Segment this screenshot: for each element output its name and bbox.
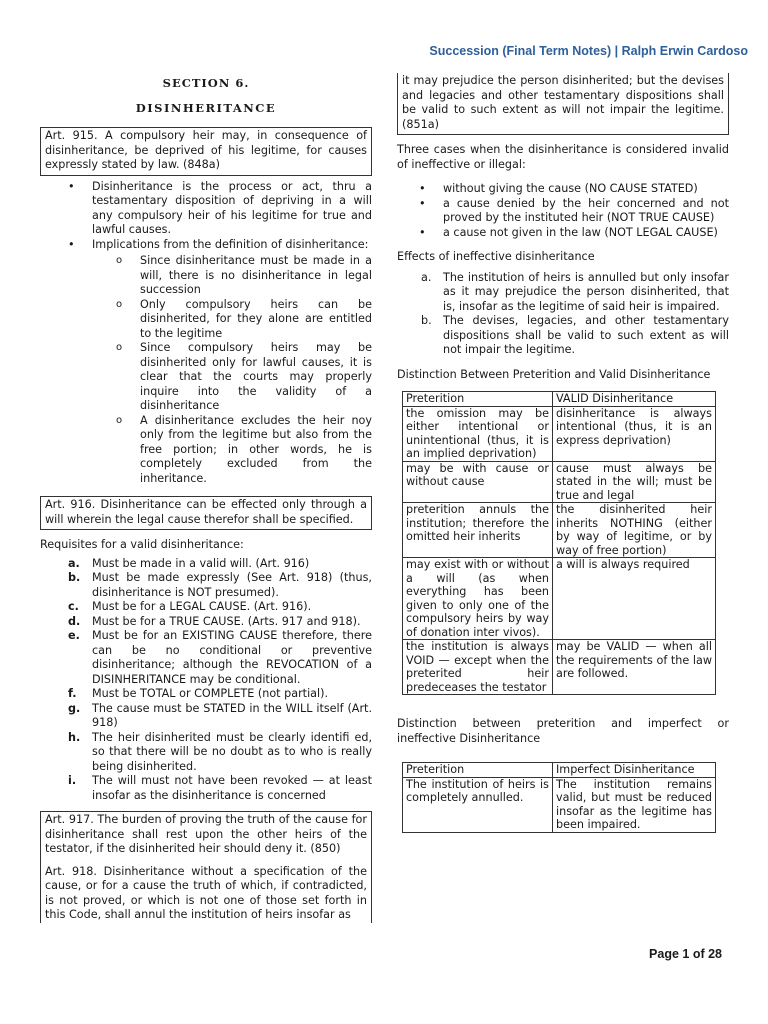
table-cell: may exist with or without a will (as when everything has been given to only one of the compulsory heirs by way of donation inter vivos). xyxy=(403,558,553,640)
implication-item: o Only compulsory heirs can be disinherited, for they alone are entitled to the legitime xyxy=(140,298,372,342)
article-918-text: Art. 918. Disinheritance without a specification of the cause, or for a cause the truth of which, if contradicted, is not proved, or which is not one of those set forth in this Code, shall annul the institution of heirs insofar as xyxy=(45,864,367,921)
table-cell: cause must always be stated in the will; must be true and legal xyxy=(553,461,716,503)
implications-list xyxy=(92,254,372,486)
effect-item xyxy=(421,314,729,358)
requisite-marker: i. xyxy=(68,774,77,787)
table-cell: The institution remains valid, but must be reduced insofar as the legitime has been impaired. xyxy=(553,777,716,832)
implication-item: o A disinheritance excludes the heir noy only from the legitime but also from the free portion; in other words, he is completely excluded from the inheritance. xyxy=(140,414,372,487)
preterition-vs-imperfect-table xyxy=(402,762,716,833)
requisite-item xyxy=(68,556,372,572)
table-row xyxy=(403,640,716,695)
table1-title: Distinction Between Preterition and Valid Disinheritance xyxy=(397,367,711,381)
table-row xyxy=(403,406,716,461)
right-column xyxy=(397,73,729,833)
requisite-item xyxy=(68,600,372,615)
left-column xyxy=(40,72,372,923)
requisite-marker: b. xyxy=(68,571,81,584)
bullet-implications xyxy=(92,238,372,487)
requisite-item xyxy=(68,774,372,803)
requisite-marker: e. xyxy=(68,629,80,642)
table-cell: a will is always required xyxy=(553,558,716,640)
requisite-item xyxy=(68,571,372,600)
requisite-text: The heir disinherited must be clearly identifi ed, so that there will be no doubt as to who is really being disinherited. xyxy=(92,730,372,773)
requisite-item xyxy=(68,730,372,775)
article-918-continued-text: it may prejudice the person disinherited; but the devises and legacies and other testamentary dispositions shall be valid to such extent as will not impair the legitime. (851a) xyxy=(402,74,724,131)
table-header-cell: Imperfect Disinheritance xyxy=(553,763,716,778)
preterition-vs-valid-table xyxy=(402,391,716,695)
effect-text: The devises, legacies, and other testamentary dispositions shall be valid to such extent as will not impair the legitime. xyxy=(443,314,729,356)
table-header-row xyxy=(403,392,716,407)
requisite-marker: a. xyxy=(68,556,80,570)
requisite-text: Must be for a TRUE CAUSE. (Arts. 917 and 918). xyxy=(92,614,361,628)
table-cell: preterition annuls the institution; therefore the omitted heir inherits xyxy=(403,503,553,558)
table-header-cell: VALID Disinheritance xyxy=(553,392,716,407)
table-cell: the omission may be either intentional or unintentional (thus, it is an implied deprivation) xyxy=(403,406,553,461)
section-subtitle: DISINHERITANCE xyxy=(135,100,277,115)
implication-item: o Since disinheritance must be made in a will, there is no disinheritance in legal succession xyxy=(140,254,372,298)
table-header-cell: Preterition xyxy=(403,392,553,407)
requisite-item xyxy=(68,701,372,731)
table-cell: the disinherited heir inherits NOTHING (either by way of legitime, or by way of free portion) xyxy=(553,503,716,558)
bullet-definition: • Disinheritance is the process or act, thru a testamentary disposition of depriving in a will any compulsory heir of his legitime for true and lawful causes. xyxy=(92,180,372,238)
definition-bullets xyxy=(40,180,372,487)
requisite-marker: c. xyxy=(68,600,79,613)
requisite-marker: h. xyxy=(68,730,81,744)
requisites-list xyxy=(40,557,372,804)
article-918-continued-box xyxy=(397,73,729,135)
requisite-text: Must be made in a valid will. (Art. 916) xyxy=(92,556,310,570)
article-916-box xyxy=(40,496,372,530)
requisite-text: Must be for an EXISTING CAUSE therefore, there can be no conditional or preventive disinheritance; although the REVOCATION of a DISINHERITANCE may be conditional. xyxy=(92,629,372,686)
effects-title: Effects of ineffective disinheritance xyxy=(397,250,595,263)
requisite-text: Must be TOTAL or COMPLETE (not partial). xyxy=(92,687,329,700)
requisite-item xyxy=(68,629,372,687)
effect-item xyxy=(421,270,729,315)
requisite-text: Must be for a LEGAL CAUSE. (Art. 916). xyxy=(92,600,312,613)
requisite-text: Must be made expressly (See Art. 918) (thus, disinheritance is NOT presumed). xyxy=(92,571,372,599)
section-title: SECTION 6. xyxy=(162,76,250,90)
implication-item: o Since compulsory heirs may be disinherited only for lawful causes, it is clear that the courts may properly inquire into the validity of a disinheritance xyxy=(140,341,372,414)
document-header: Succession (Final Term Notes) | Ralph Erwin Cardoso xyxy=(429,44,748,58)
article-916-text: Art. 916. Disinheritance can be effected only through a will wherein the legal cause therefor shall be specified. xyxy=(45,498,367,526)
requisite-text: The will must not have been revoked — at least insofar as the disinheritance is concerned xyxy=(92,774,372,802)
table-cell: disinheritance is always intentional (thus, it is an express deprivation) xyxy=(553,406,716,461)
table-cell: may be VALID — when all the requirements of the law are followed. xyxy=(553,640,716,695)
table-header-cell: Preterition xyxy=(403,763,553,778)
case-item: • a cause denied by the heir concerned and not proved by the instituted heir (NOT TRUE CAUSE) xyxy=(443,197,729,226)
table-row xyxy=(403,503,716,558)
table-header-row xyxy=(403,763,716,778)
requisite-marker: g. xyxy=(68,701,81,715)
case-item: • a cause not given in the law (NOT LEGAL CAUSE) xyxy=(443,226,729,241)
page-number: Page 1 of 28 xyxy=(649,947,722,961)
article-917-text: Art. 917. The burden of proving the truth of the cause for disinheritance shall rest upon the other heirs of the testator, if the disinherited heir should deny it. (850) xyxy=(45,813,367,855)
three-cases-intro: Three cases when the disinheritance is considered invalid of ineffective or illegal: xyxy=(397,143,729,171)
requisite-marker: f. xyxy=(68,687,77,700)
requisite-item xyxy=(68,687,372,702)
article-915-text: Art. 915. A compulsory heir may, in consequence of disinheritance, be deprived of his legitime, for causes expressly stated by law. (848a) xyxy=(45,129,367,171)
table-cell: may be with cause or without cause xyxy=(403,461,553,503)
requisite-text: The cause must be STATED in the WILL itself (Art. 918) xyxy=(92,701,372,729)
table-cell: the institution is always VOID — except when the preterited heir predeceases the testator xyxy=(403,640,553,695)
effects-list xyxy=(397,271,729,358)
article-915-box xyxy=(40,127,372,176)
table2-title: Distinction between preterition and imperfect or ineffective Disinheritance xyxy=(397,717,729,745)
requisite-item xyxy=(68,614,372,630)
table-cell: The institution of heirs is completely annulled. xyxy=(403,777,553,832)
effect-marker: b. xyxy=(421,314,432,327)
effect-text: The institution of heirs is annulled but only insofar as it may prejudice the person disinherited, that is, insofar as the legitime of said heir is impaired. xyxy=(443,270,729,313)
case-item: • without giving the cause (NO CAUSE STATED) xyxy=(443,182,729,197)
requisite-marker: d. xyxy=(68,614,81,628)
table-row xyxy=(403,777,716,832)
bullet-implications-label: Implications from the definition of disinheritance: xyxy=(92,237,369,251)
article-917-918-box xyxy=(40,811,372,923)
table-row xyxy=(403,558,716,640)
requisites-title: Requisites for a valid disinheritance: xyxy=(40,538,244,551)
effect-marker: a. xyxy=(421,270,432,284)
three-cases-list xyxy=(397,182,729,240)
table-row xyxy=(403,461,716,503)
